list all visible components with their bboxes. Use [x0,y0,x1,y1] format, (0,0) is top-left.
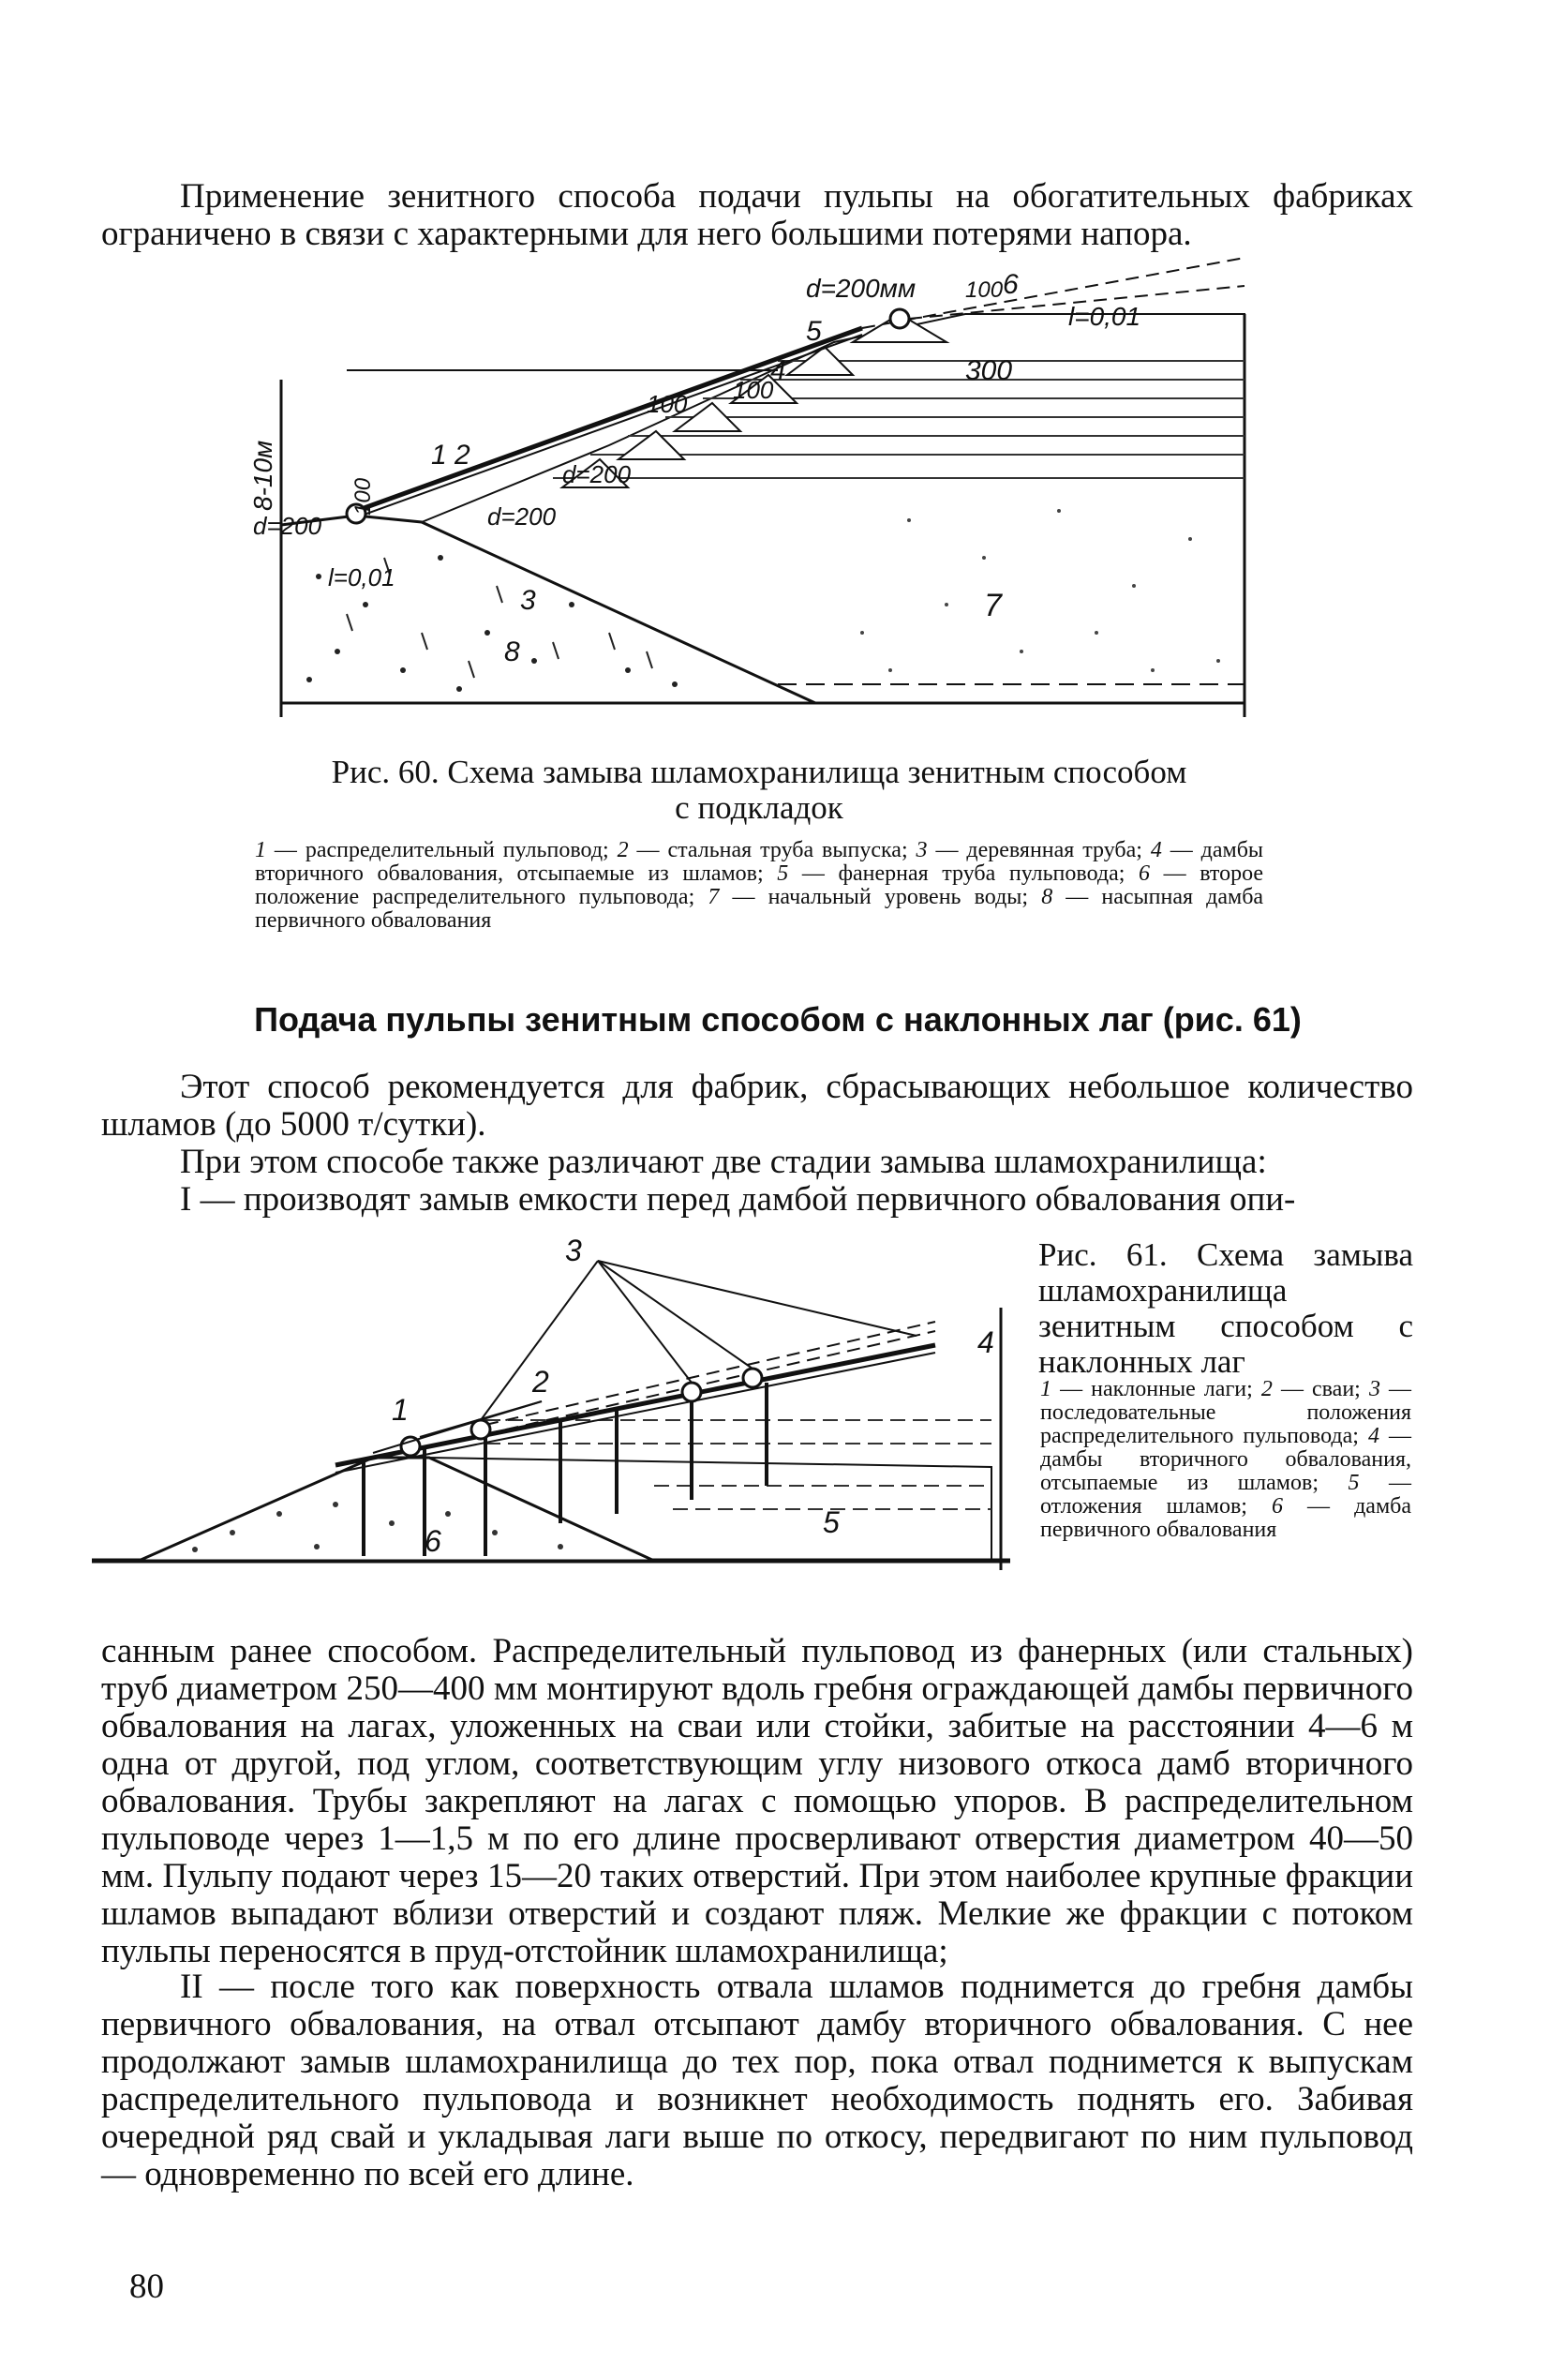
paragraph-1: Этот способ рекомендуется для фабрик, сбрасывающих небольшое количество шламов (до 5000 т/сутки). [101,1068,1413,1144]
figure-60-legend: 1 — распределительный пульповод; 2 — стальная труба выпуска; 3 — деревянная труба; 4 — дамбы вторичного обвалования, отсыпаемые из шламов; 5 — фанерная труба пульповода; 6 — второе положение распределительного пульповода; 7 — начальный уровень воды; 8 — насыпная дамба первичного обвалования [255,838,1264,933]
figure-60-diagram [248,269,1265,726]
fig60-label-8: 8 [504,636,520,667]
fig61-label-5: 5 [823,1505,840,1539]
figure-60-caption-line2: с подкладок [675,789,843,826]
figure-61-diagram [92,1233,1029,1612]
fig60-label-height: 8-10м [248,440,277,511]
fig61-label-1: 1 [392,1393,409,1427]
fig60-label-4: 4 [770,355,786,386]
fig60-label-300: 300 [965,355,1013,386]
fig60-label-12: 1 2 [431,440,470,471]
fig61-label-3: 3 [565,1234,582,1267]
fig61-label-6: 6 [425,1524,441,1558]
figure-60-caption-line1: Рис. 60. Схема замыва шламохранилища зенитным способом [331,754,1187,790]
fig60-label-100-top: 100 [965,277,1004,303]
fig60-label-100a: 100 [647,390,688,418]
fig61-label-2: 2 [532,1365,549,1399]
fig61-label-4: 4 [977,1325,994,1359]
fig60-label-6: 6 [1003,269,1019,300]
paragraph-3-start: I — производят замыв емкости перед дамбой первичного обвалования опи- [180,1180,1296,1219]
fig60-label-d-top: d=200мм [806,274,917,303]
section-heading: Подача пульпы зенитным способом с наклонных лаг (рис. 61) [254,1000,1302,1039]
paragraph-3-continued: санным ранее способом. Распределительный пульповод из фанерных (или стальных) труб диаметром 250—400 мм монтируют вдоль гребня ограждающей дамбы первичного обвалования на лагах, уложенных на сваи или стойки, забитые на расстоянии 4—6 м одна от другой, под углом, соответствующим углу низового откоса дамб вторичного обвалования. Трубы закрепляют на лагах с помощью упоров. В распределительном пульповоде через 1—1,5 м по его длине просверливают отверстия диаметром 40—50 мм. Пульпу подают через 15—20 таких отверстий. При этом наиболее крупные фракции шламов выпадают вблизи отверстий и создают пляж. Мелкие же фракции с потоком пульпы переносятся в пруд-отстойник шламохранилища; [101,1632,1413,1970]
fig60-label-l-left: l=0,01 [328,563,395,591]
paragraph-4: II — после того как поверхность отвала шламов поднимется до гребня дамбы первичного обвалования, на отвал отсыпают дамбу вторичного обвалования. С нее продолжают замыв шламохранилища до тех пор, пока отвал поднимется к выпускам распределительного пульповода и возникнет необходимость поднять его. Забивая очередной ряд свай и укладывая лаги выше по откосу, передвигают по ним пульповод — одновременно по всей его длине. [101,1968,1413,2193]
fig60-label-d200a: d=200 [562,460,632,488]
fig60-label-7: 7 [984,588,1002,623]
fig60-label-100b: 100 [733,376,774,404]
page-number: 80 [129,2268,164,2306]
figure-61-legend: 1 — наклонные лаги; 2 — сваи; 3 — последовательные положения распределительного пульповода; 4 — дамбы вторичного обвалования, отсыпаемые из шламов; 5 — отложения шламов; 6 — дамба первичного обвалования [1040,1377,1412,1542]
paragraph-2: При этом способе также различают две стадии замыва шламохранилища: [180,1143,1267,1181]
fig60-label-3: 3 [520,585,536,616]
fig60-label-100-left: 100 [350,477,376,516]
intro-paragraph: Применение зенитного способа подачи пульпы на обогатительных фабриках ограничено в связи с характерными для него большими потерями напора. [101,177,1413,253]
fig60-label-d-left: d=200 [253,512,322,540]
fig60-label-l-top: l=0,01 [1068,302,1141,331]
figure-61-caption: Рис. 61. Схема замыва шламохранилища зенитным способом с наклонных лаг [1038,1236,1413,1380]
figure-60-caption [253,755,1265,826]
fig60-label-5: 5 [806,316,822,347]
fig60-label-d200b: d=200 [487,502,557,531]
